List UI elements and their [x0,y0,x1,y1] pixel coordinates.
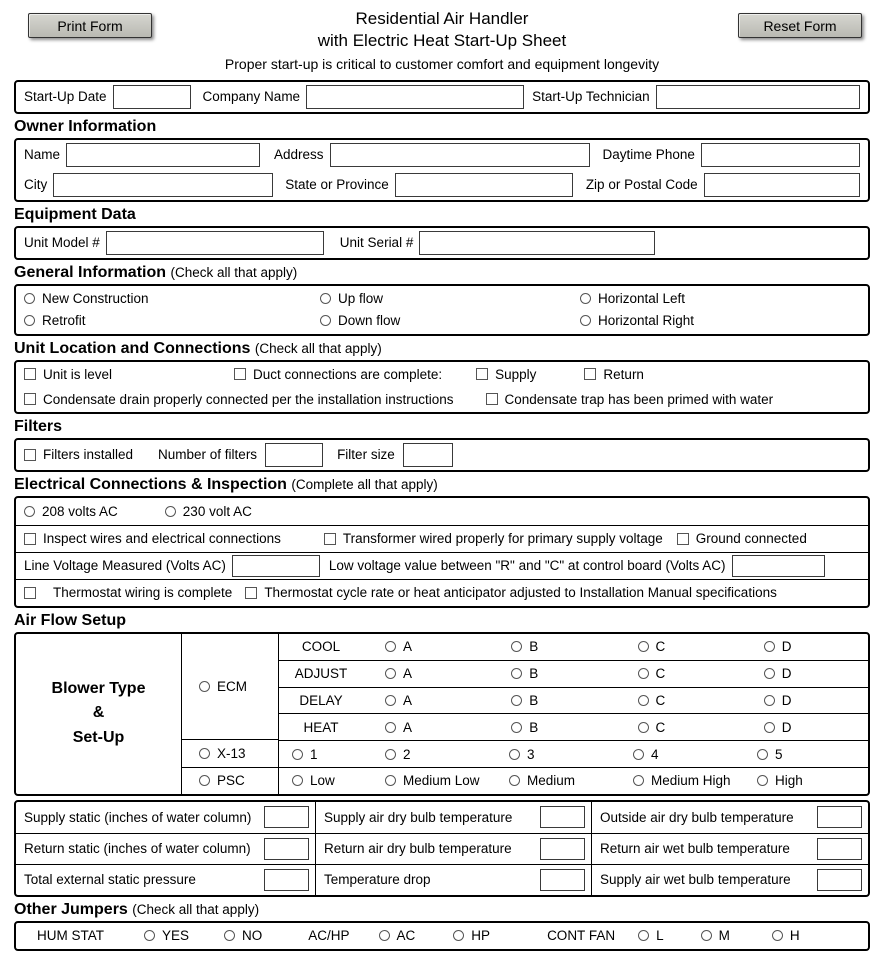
radio-cool-b[interactable] [511,641,522,652]
psc-medium-label: Medium [527,773,576,789]
adjust-label: ADJUST [294,666,348,682]
cont-fan-label: CONT FAN [547,928,616,944]
electrical-row-checks [16,525,868,552]
owner-name-label: Name [24,147,61,163]
outside-dry-bulb-input[interactable] [817,806,862,828]
low-voltage-label: Low voltage value between "R" and "C" at control board (Volts AC) [328,558,726,574]
radio-adjust-c[interactable] [638,668,649,679]
delay-b-label: B [529,692,539,708]
electrical-row-thermostat [16,579,868,606]
up-flow-label: Up flow [338,291,384,307]
condensate-drain-label: Condensate drain properly connected per the installation instructions [43,391,454,407]
radio-230-volts[interactable] [165,506,176,517]
general-column-1 [24,288,320,332]
measurement-cell [591,802,868,833]
heat-label: HEAT [303,719,339,735]
radio-achp-hp[interactable] [453,930,464,941]
radio-cool-d[interactable] [764,641,775,652]
achp-label: AC/HP [308,928,350,944]
hum-no-label: NO [242,928,263,944]
title-line-1: Residential Air Handler [355,9,529,28]
zip-label: Zip or Postal Code [585,177,698,193]
ecm-row-delay [279,687,868,714]
cool-c-label: C [655,639,666,655]
startup-box [14,80,870,114]
radio-x13-5[interactable] [757,749,768,760]
radio-delay-a[interactable] [385,695,396,706]
print-form-button[interactable]: Print Form [28,13,152,38]
unit-location-box [14,360,870,414]
measurement-cell [315,802,591,833]
section-heading-owner [14,118,870,136]
psc-high-label: High [775,773,803,789]
general-heading-text: General Information [14,263,167,281]
temperature-drop-label: Temperature drop [324,872,431,888]
ground-connected-label: Ground connected [695,531,807,547]
radio-new-construction[interactable] [24,293,35,304]
unit-location-heading-text: Unit Location and Connections [14,339,251,357]
radio-adjust-a[interactable] [385,668,396,679]
section-heading-equipment [14,206,870,224]
measurement-cell [16,833,315,864]
state-label: State or Province [285,177,389,193]
blower-mode-column [182,634,279,794]
radio-adjust-b[interactable] [511,668,522,679]
radio-x13-4[interactable] [633,749,644,760]
radio-heat-c[interactable] [638,722,649,733]
fan-m-label: M [718,928,730,944]
psc-label: PSC [217,773,245,789]
adjust-c-label: C [655,666,666,682]
delay-c-label: C [655,692,666,708]
radio-ecm[interactable] [199,681,210,692]
thermostat-wiring-label: Thermostat wiring is complete [53,585,233,601]
general-box [14,284,870,336]
cool-b-label: B [529,639,539,655]
radio-x13-2[interactable] [385,749,396,760]
checkbox-inspect-wires[interactable] [24,533,36,545]
electrical-row-volts [16,498,868,525]
line-voltage-label: Line Voltage Measured (Volts AC) [24,558,226,574]
unit-serial-input[interactable] [419,231,655,255]
radio-psc-medium[interactable] [509,775,520,786]
radio-x13-1[interactable] [292,749,303,760]
psc-medium-low-label: Medium Low [403,773,480,789]
line-voltage-input[interactable] [232,555,320,577]
adjust-b-label: B [529,666,539,682]
checkbox-ground[interactable] [677,533,689,545]
supply-label: Supply [495,366,537,382]
radio-psc[interactable] [199,775,210,786]
ecm-row-heat [279,713,868,740]
unit-model-input[interactable] [106,231,324,255]
radio-hum-no[interactable] [224,930,235,941]
measurement-cell [315,833,591,864]
airflow-heading-text: Air Flow Setup [14,611,126,629]
return-static-label: Return static (inches of water column) [24,841,251,857]
delay-d-label: D [781,692,792,708]
startup-row [16,82,868,112]
filters-row [16,440,868,470]
zip-input[interactable] [704,173,860,197]
radio-heat-a[interactable] [385,722,396,733]
cool-d-label: D [781,639,792,655]
fan-l-label: L [656,928,664,944]
checkbox-condensate-trap[interactable] [486,393,498,405]
measurement-cell [315,864,591,895]
x13-label: X-13 [217,745,246,761]
x13-1-label: 1 [310,746,318,762]
measurement-cell [591,833,868,864]
owner-box [14,138,870,202]
x13-options-row [279,740,868,767]
electrical-row-voltage [16,552,868,579]
address-label: Address [274,147,324,163]
measurement-cell [16,864,315,895]
radio-cool-a[interactable] [385,641,396,652]
radio-fan-l[interactable] [638,930,649,941]
number-of-filters-label: Number of filters [158,447,258,463]
blower-type-line3: Set-Up [72,729,125,747]
city-input[interactable] [53,173,273,197]
new-construction-label: New Construction [42,291,149,307]
hum-yes-label: YES [162,928,190,944]
psc-low-label: Low [310,773,335,789]
psc-options-row [279,767,868,794]
psc-cell [182,767,278,794]
hum-stat-label: HUM STAT [37,928,104,944]
section-heading-electrical [14,476,870,494]
general-heading-note: (Check all that apply) [170,264,298,280]
technician-label: Start-Up Technician [532,89,650,105]
radio-heat-d[interactable] [764,722,775,733]
adjust-a-label: A [403,666,413,682]
radio-horizontal-left[interactable] [580,293,591,304]
radio-cool-c[interactable] [638,641,649,652]
cool-label: COOL [301,639,341,655]
equipment-heading-text: Equipment Data [14,205,136,223]
radio-208-volts[interactable] [24,506,35,517]
form-subtitle: Proper start-up is critical to customer comfort and equipment longevity [224,55,660,72]
ecm-label: ECM [217,679,247,695]
number-of-filters-input[interactable] [265,443,323,467]
radio-psc-medium-low[interactable] [385,775,396,786]
blower-type-line1: Blower Type [51,679,146,697]
header-left [14,8,184,38]
city-label: City [24,177,48,193]
radio-up-flow[interactable] [320,293,331,304]
section-heading-filters [14,418,870,436]
adjust-d-label: D [781,666,792,682]
checkbox-condensate-drain[interactable] [24,393,36,405]
filter-size-input[interactable] [403,443,453,467]
section-heading-general [14,264,870,282]
208-volts-label: 208 volts AC [42,503,118,519]
return-dry-bulb-label: Return air dry bulb temperature [324,841,512,857]
supply-wet-bulb-input[interactable] [817,869,862,891]
ecm-cell [182,634,278,739]
achp-ac-label: AC [396,928,416,944]
measurement-cell [16,802,315,833]
daytime-phone-input[interactable] [701,143,860,167]
heat-c-label: C [655,719,666,735]
section-heading-airflow [14,612,870,630]
inspect-wires-label: Inspect wires and electrical connections [43,531,281,547]
supply-dry-bulb-label: Supply air dry bulb temperature [324,809,513,825]
radio-horizontal-right[interactable] [580,315,591,326]
checkbox-return[interactable] [584,368,596,380]
form-header [14,8,870,53]
return-dry-bulb-input[interactable] [540,838,585,860]
technician-input[interactable] [656,85,860,109]
radio-psc-low[interactable] [292,775,303,786]
transformer-label: Transformer wired properly for primary supply voltage [342,531,663,547]
general-column-3 [580,288,860,332]
owner-name-input[interactable] [66,143,260,167]
x13-2-label: 2 [403,746,411,762]
achp-hp-label: HP [471,928,491,944]
jumpers-box [14,921,870,951]
state-input[interactable] [395,173,573,197]
radio-retrofit[interactable] [24,315,35,326]
section-heading-unit-location [14,340,870,358]
thermostat-cycle-label: Thermostat cycle rate or heat anticipator adjusted to Installation Manual specifications [264,585,777,601]
condensate-trap-label: Condensate trap has been primed with water [504,391,774,407]
unit-location-row-2 [16,387,868,412]
electrical-heading-note: (Complete all that apply) [291,476,438,492]
checkbox-unit-is-level[interactable] [24,368,36,380]
company-name-label: Company Name [202,89,301,105]
equipment-box [14,226,870,260]
fan-h-label: H [789,928,800,944]
outside-dry-bulb-label: Outside air dry bulb temperature [600,809,794,825]
airflow-options-grid [279,634,868,794]
radio-heat-b[interactable] [511,722,522,733]
heat-b-label: B [529,719,539,735]
checkbox-thermostat-wiring[interactable] [24,587,36,599]
supply-wet-bulb-label: Supply air wet bulb temperature [600,872,791,888]
form-title [184,8,700,53]
psc-medium-high-label: Medium High [651,773,731,789]
radio-achp-ac[interactable] [379,930,390,941]
horizontal-right-label: Horizontal Right [598,313,695,329]
unit-location-row-1 [16,362,868,387]
return-static-input[interactable] [264,838,309,860]
owner-heading-text: Owner Information [14,117,157,135]
x13-4-label: 4 [651,746,659,762]
reset-form-button[interactable]: Reset Form [738,13,862,38]
header-right [700,8,870,38]
return-wet-bulb-label: Return air wet bulb temperature [600,841,790,857]
startup-date-input[interactable] [113,85,191,109]
checkbox-filters-installed[interactable] [24,449,36,461]
filter-size-label: Filter size [337,447,395,463]
down-flow-label: Down flow [338,313,401,329]
title-line-2: with Electric Heat Start-Up Sheet [317,31,567,51]
blower-type-cell [16,634,182,794]
cool-a-label: A [403,639,413,655]
daytime-phone-label: Daytime Phone [602,147,695,163]
delay-a-label: A [403,692,413,708]
startup-date-label: Start-Up Date [24,89,107,105]
address-input[interactable] [330,143,590,167]
heat-a-label: A [403,719,413,735]
total-static-label: Total external static pressure [24,872,196,888]
electrical-box [14,496,870,608]
measurement-cell [591,864,868,895]
unit-serial-label: Unit Serial # [339,235,414,251]
unit-is-level-label: Unit is level [43,366,113,382]
checkbox-thermostat-cycle[interactable] [245,587,257,599]
230-volts-label: 230 volt AC [182,503,252,519]
retrofit-label: Retrofit [42,313,86,329]
return-wet-bulb-input[interactable] [817,838,862,860]
radio-x13-3[interactable] [509,749,520,760]
airflow-table [14,632,870,796]
radio-delay-c[interactable] [638,695,649,706]
temperature-drop-input[interactable] [540,869,585,891]
electrical-heading-text: Electrical Connections & Inspection [14,475,287,493]
radio-delay-b[interactable] [511,695,522,706]
x13-cell [182,739,278,766]
delay-label: DELAY [299,692,343,708]
duct-connections-label: Duct connections are complete: [253,366,443,382]
radio-x13[interactable] [199,748,210,759]
radio-hum-yes[interactable] [144,930,155,941]
return-label: Return [603,366,644,382]
radio-psc-medium-high[interactable] [633,775,644,786]
ecm-row-adjust [279,660,868,687]
x13-5-label: 5 [775,746,783,762]
horizontal-left-label: Horizontal Left [598,291,686,307]
radio-down-flow[interactable] [320,315,331,326]
jumpers-heading-note: (Check all that apply) [132,901,260,917]
radio-adjust-d[interactable] [764,668,775,679]
measurements-table [14,800,870,897]
supply-static-input[interactable] [264,806,309,828]
radio-psc-high[interactable] [757,775,768,786]
filters-box [14,438,870,472]
x13-3-label: 3 [527,746,535,762]
blower-type-line2: & [92,704,105,722]
supply-dry-bulb-input[interactable] [540,806,585,828]
owner-row-1 [16,140,868,170]
heat-d-label: D [781,719,792,735]
total-static-input[interactable] [264,869,309,891]
supply-static-label: Supply static (inches of water column) [24,809,252,825]
equipment-row [16,228,868,258]
general-column-2 [320,288,580,332]
radio-delay-d[interactable] [764,695,775,706]
unit-model-label: Unit Model # [24,235,100,251]
filters-installed-label: Filters installed [43,447,134,463]
checkbox-transformer[interactable] [324,533,336,545]
radio-fan-m[interactable] [701,930,712,941]
ecm-row-cool [279,634,868,660]
owner-row-2 [16,170,868,200]
low-voltage-input[interactable] [732,555,825,577]
checkbox-supply[interactable] [476,368,488,380]
checkbox-duct-connections[interactable] [234,368,246,380]
unit-location-heading-note: (Check all that apply) [254,340,382,356]
radio-fan-h[interactable] [772,930,783,941]
company-name-input[interactable] [306,85,524,109]
section-heading-jumpers [14,901,870,919]
jumpers-heading-text: Other Jumpers [14,900,128,918]
filters-heading-text: Filters [14,417,63,435]
